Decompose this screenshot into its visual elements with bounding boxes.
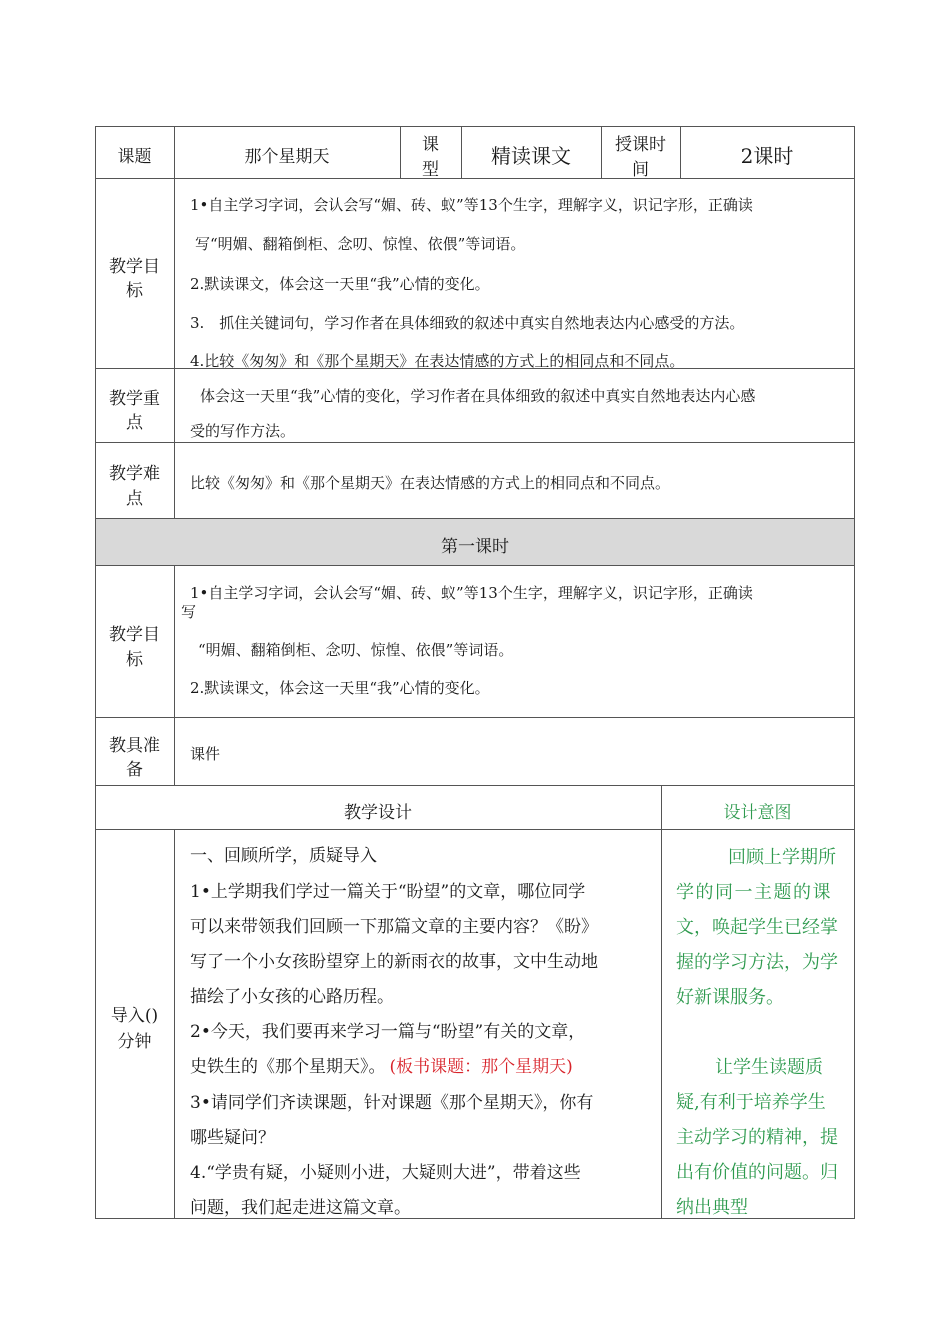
goal-line: 1•自主学习字词，会认会写“媚、砖、蚁”等13个生字，理解字义，识记字形，正确读: [190, 196, 753, 214]
table-rule: [95, 829, 855, 830]
difficulty-line: 比较《匆匆》和《那个星期天》在表达情感的方式上的相同点和不同点。: [190, 474, 671, 492]
time-label: 授课时: [615, 135, 666, 155]
intent-line: 让学生读题质: [715, 1057, 823, 1078]
design-line: [190, 1052, 573, 1077]
design-line: 4.“学贵有疑，小疑则小进，大疑则大进”，带着这些: [190, 1163, 581, 1183]
table-rule: [174, 829, 175, 1219]
goals-label: 教学目: [109, 257, 160, 277]
lesson-goal-line: 1•自主学习字词，会认会写“媚、砖、蚁”等13个生字，理解字义，识记字形，正确读: [190, 584, 753, 602]
key-point-line: 体会这一天里“我”心情的变化，学习作者在具体细致的叙述中真实自然地表达内心感: [200, 387, 756, 405]
table-rule: [661, 785, 662, 1219]
design-line: 问题，我们起走进这篇文章。: [190, 1198, 411, 1218]
design-line: 2•今天，我们要再来学习一篇与“盼望”有关的文章，: [190, 1022, 586, 1042]
difficulties-label: 点: [126, 489, 143, 509]
lesson-goal-line: 2.默读课文，体会这一天里“我”心情的变化。: [190, 679, 490, 697]
design-line: 可以来带领我们回顾一下那篇文章的主要内容？《盼》: [190, 917, 598, 937]
intent-line: 好新课服务。: [676, 987, 784, 1008]
intent-line: 文，唤起学生已经掌: [676, 917, 838, 938]
intent-line: 回顾上学期所: [728, 847, 836, 868]
type-value: 精读课文: [491, 144, 571, 168]
key-points-label: 教学重: [109, 389, 160, 409]
goal-line: 3. 抓住关键词句，学习作者在具体细致的叙述中真实自然地表达内心感受的方法。: [190, 314, 745, 332]
stage-label: 导入(): [110, 1006, 159, 1026]
table-rule: [95, 785, 855, 786]
table-rule: [95, 518, 855, 519]
design-line: 1•上学期我们学过一篇关于“盼望”的文章，哪位同学: [190, 882, 586, 902]
key-points-label: 点: [126, 413, 143, 433]
table-rule: [95, 717, 855, 718]
design-line: 描绘了小女孩的心路历程。: [190, 987, 394, 1007]
table-rule: [174, 565, 175, 785]
intent-line: 学的同一主题的课: [676, 882, 832, 903]
lesson-goals-label: 标: [126, 650, 143, 670]
table-rule: [95, 442, 855, 443]
topic-label: 课题: [117, 147, 152, 167]
time-label: 间: [632, 160, 649, 180]
intent-line: 疑,有利于培养学生: [676, 1092, 826, 1113]
table-rule: [95, 126, 855, 127]
goal-line: 2.默读课文，体会这一天里“我”心情的变化。: [190, 275, 490, 293]
table-rule: [854, 126, 855, 1219]
type-label: 型: [422, 160, 439, 180]
intent-line: 主动学习的精神，提: [676, 1127, 838, 1148]
goals-label: 标: [126, 281, 143, 301]
table-rule: [174, 126, 175, 518]
goal-line: 写“明媚、翻箱倒柜、念叨、惊惶、依偎”等词语。: [195, 235, 526, 253]
key-point-line: 受的写作方法。: [190, 422, 296, 440]
intent-line: 握的学习方法，为学: [676, 952, 838, 973]
topic-value: 那个星期天: [244, 147, 330, 167]
lesson-goal-line: “明媚、翻箱倒柜、念叨、惊惶、依偎”等词语。: [198, 641, 514, 659]
tools-label: 备: [126, 760, 143, 780]
table-rule: [95, 565, 855, 566]
table-rule: [95, 178, 855, 179]
design-line-text: 史铁生的《那个星期天》。: [190, 1057, 386, 1077]
intent-line: 纳出典型: [676, 1197, 748, 1218]
design-heading: 一、回顾所学，质疑导入: [190, 846, 377, 866]
intent-line: 出有价值的问题。归: [676, 1162, 838, 1183]
tools-value: 课件: [190, 745, 221, 763]
time-value: 2课时: [740, 144, 794, 168]
design-line: 哪些疑问？: [190, 1128, 275, 1148]
tools-label: 教具准: [109, 736, 160, 756]
difficulties-label: 教学难: [109, 464, 160, 484]
board-note: (板书课题：那个星期天): [389, 1057, 573, 1077]
lesson-title: 第一课时: [441, 537, 509, 557]
design-column-header: 教学设计: [344, 803, 412, 823]
goal-line: 4.比较《匆匆》和《那个星期天》在表达情感的方式上的相同点和不同点。: [190, 352, 685, 370]
design-line: 3•请同学们齐读课题，针对课题《那个星期天》，你有: [190, 1093, 594, 1113]
lesson-goal-line: 写: [181, 603, 197, 621]
lesson-goals-label: 教学目: [109, 625, 160, 645]
stage-label: 分钟: [117, 1032, 152, 1052]
type-label: 课: [422, 135, 439, 155]
design-line: 写了一个小女孩盼望穿上的新雨衣的故事，文中生动地: [190, 952, 598, 972]
intent-column-header: 设计意图: [723, 803, 792, 823]
